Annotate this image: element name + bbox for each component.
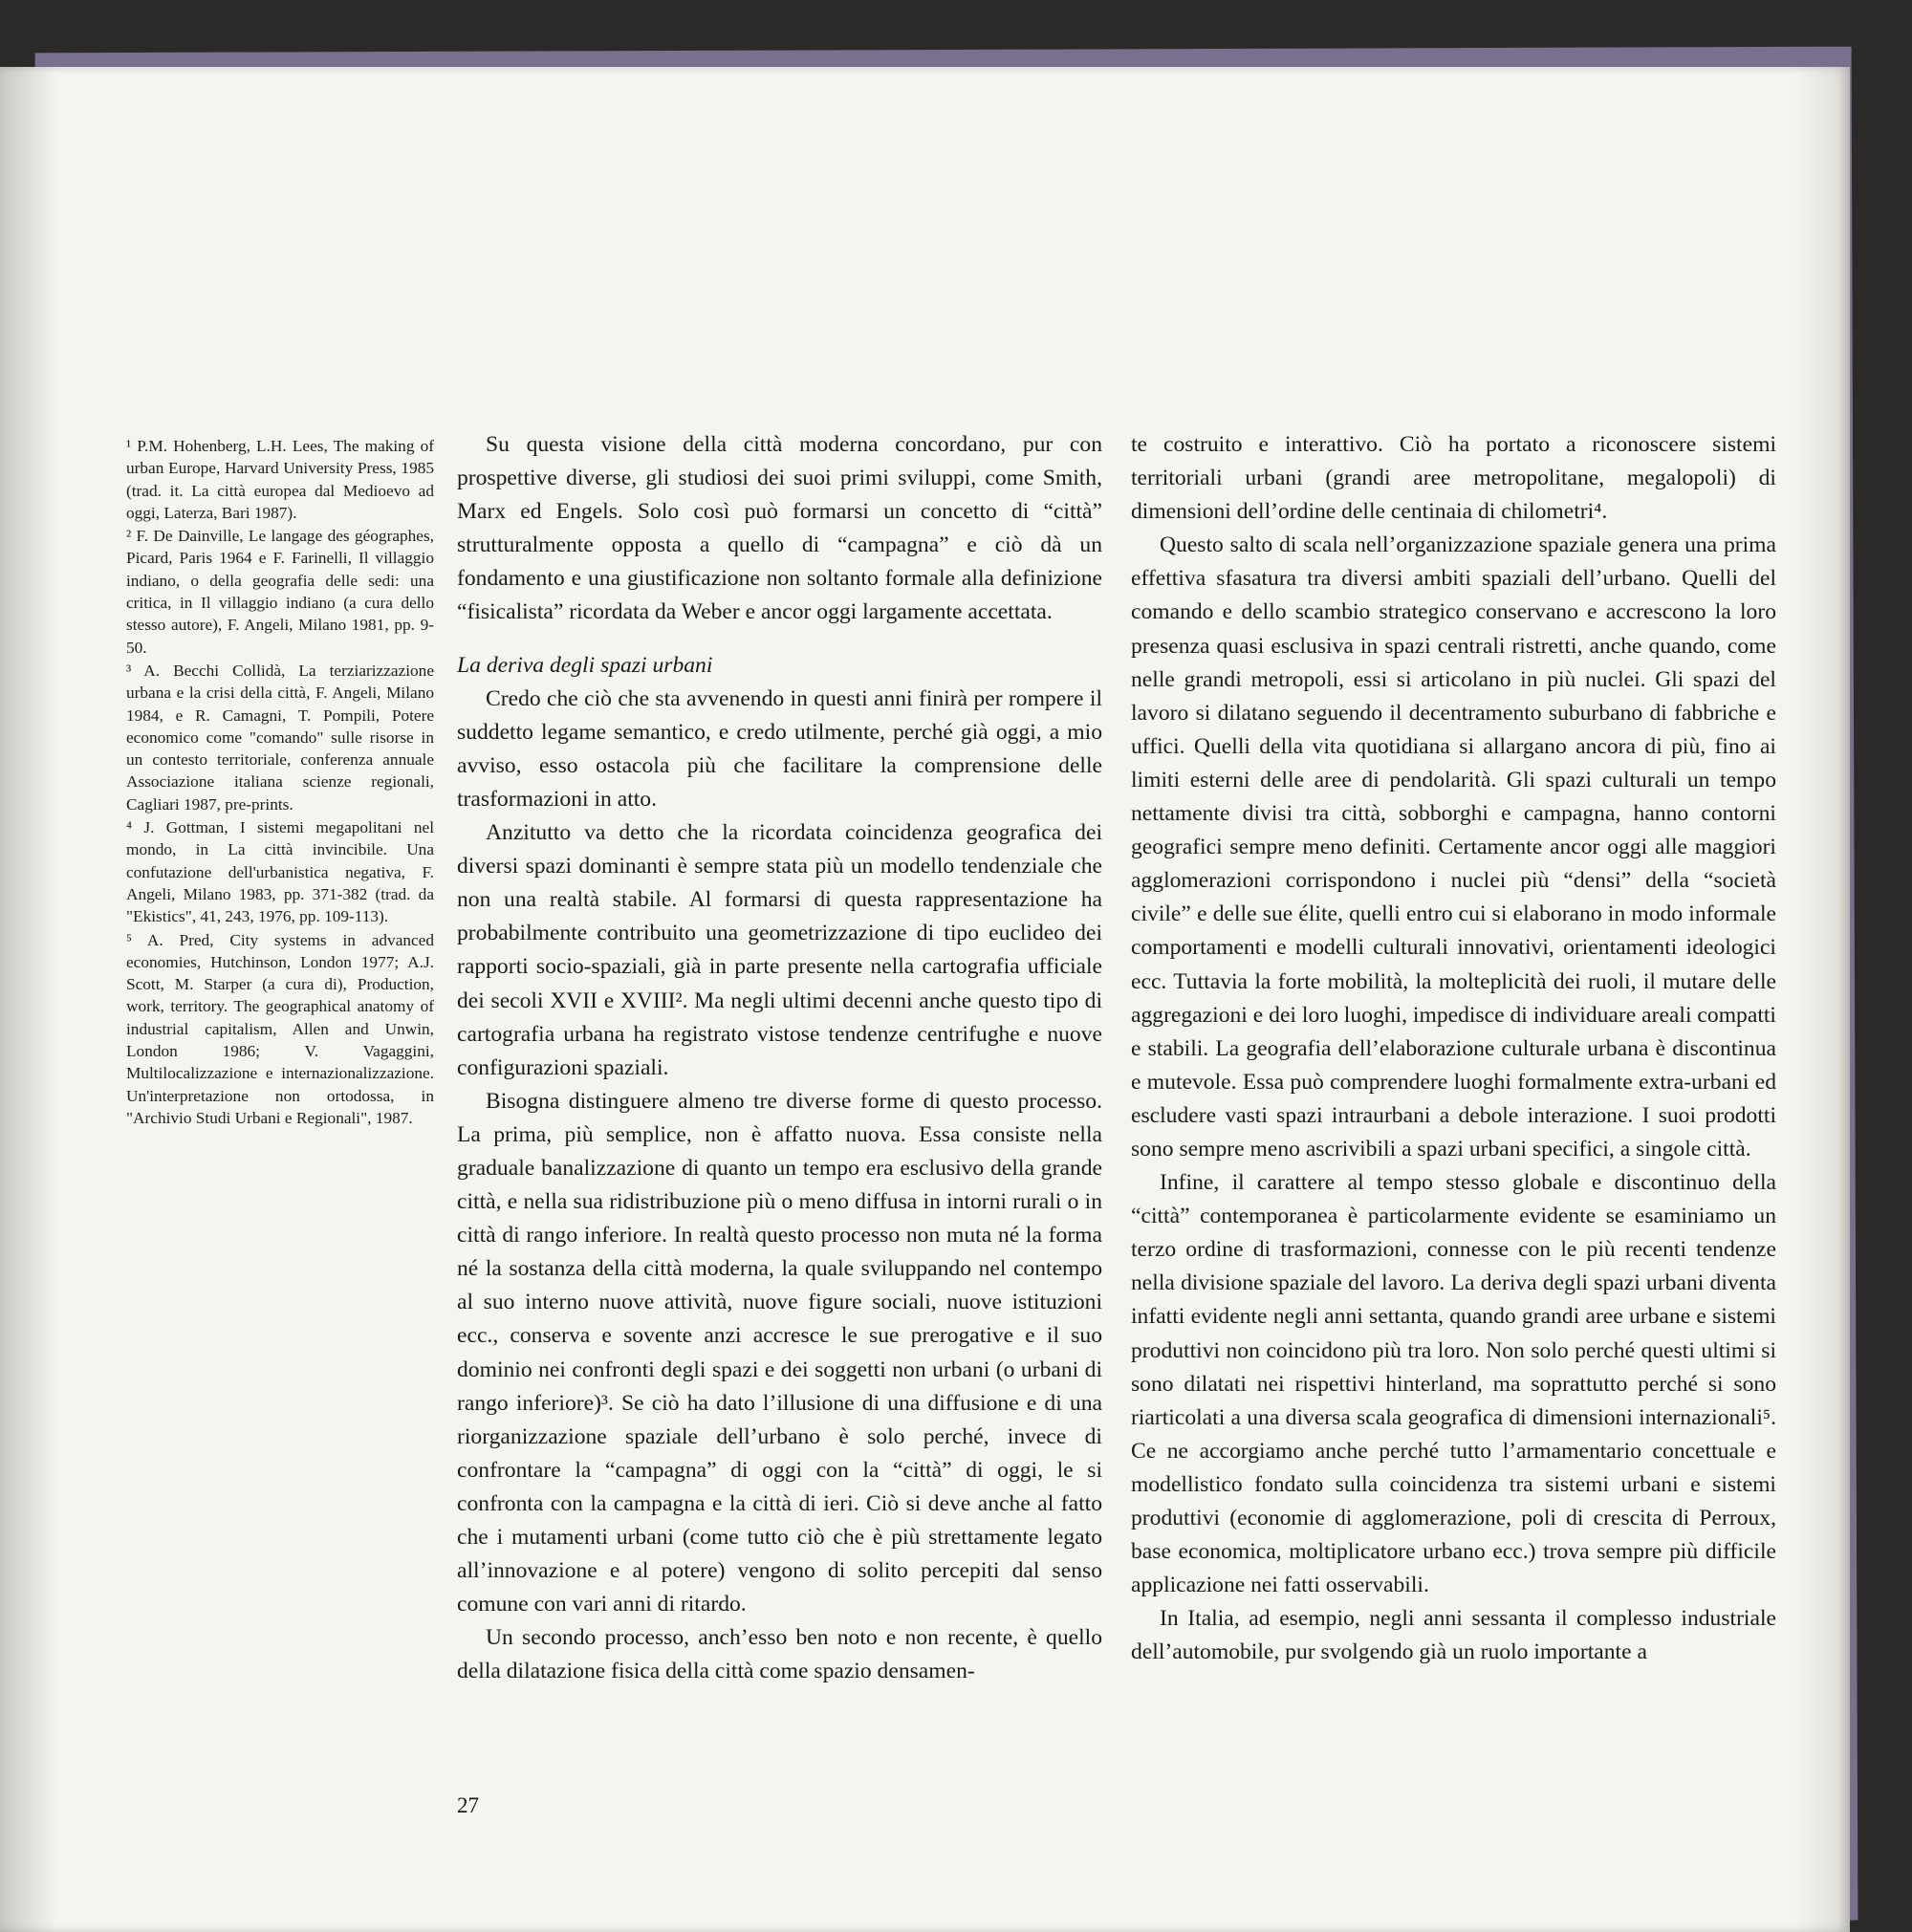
paragraph: Questo salto di scala nell’organizzazione spaziale genera una prima effettiva sfasatura tra diversi ambiti spaziali dell’urbano. Quelli del comando e dello scambio strategico conservano e accrescono la loro presenza quasi esclusiva in spazi centrali ristretti, anche quando, come nelle grandi metropoli, essi si articolano in più nuclei. Gli spazi del lavoro si dilatano seguendo il decentramento suburbano di fabbriche e uffici. Quelli della vita quotidiana si allargano ancora di più, fino ai limiti esterni delle aree di pendolarità. Gli spazi culturali un tempo nettamente divisi tra città, sobborghi e campagna, hanno contorni geografici sempre meno definiti. Certamente ancor oggi alle maggiori agglomerazioni corrispondono i nuclei più “densi” della “società civile” e delle sue élite, quelli entro cui si elaborano in modo informale comportamenti e modelli culturali innovativi, orientamenti ideologici ecc. Tuttavia la forte mobilità, la molteplicità dei ruoli, il mutare delle aggregazioni e dei loro luoghi, impedisce di individuare areali compatti e stabili. La geografia dell’elaborazione culturale urbana è discontinua e mutevole. Essa può comprendere luoghi formalmente extra-urbani ed escludere vasti spazi intraurbani a debole interazione. I suoi prodotti sono sempre meno ascrivibili a spazi urbani specifici, a singole città. <box>1131 532 1776 1161</box>
footnote-5: ⁵ A. Pred, City systems in advanced economies, Hutchinson, London 1977; A.J. Scott, M. Starper (a cura di), Production, work, territory. The geographical anatomy of industrial capitalism, Allen and Unwin, London 1986; V. Vagaggini, Multilocalizzazione e internazionalizzazione. Un'interpretazione non ortodossa, in "Archivio Studi Urbani e Regionali", 1987. <box>126 930 434 1127</box>
paragraph: Su questa visione della città moderna concordano, pur con prospettive diverse, gli studiosi dei suoi primi sviluppi, come Smith, Marx ed Engels. Solo così può formarsi un concetto di “città” strutturalmente opposta a quello di “campagna” e ciò dà un fondamento e una giustificazione non soltanto formale alla definizione “fisicalista” ricordata da Weber e ancor oggi largamente accettata. <box>457 432 1102 625</box>
footnote-1: ¹ P.M. Hohenberg, L.H. Lees, The making of urban Europe, Harvard University Press, 1985 (trad. it. La città europea dal Medioevo ad oggi, Laterza, Bari 1987). <box>126 437 434 522</box>
paragraph: Bisogna distinguere almeno tre diverse forme di questo processo. La prima, più semplice, non è affatto nuova. Essa consiste nella graduale banalizzazione di quanto un tempo era esclusivo della grande città, e nella sua ridistribuzione più o meno diffusa in intorni rurali o in città di rango inferiore. In realtà questo processo non muta né la forma né la sostanza della città moderna, la quale sviluppando nel contempo al suo interno nuove attività, nuove figure sociali, nuove istituzioni ecc., conserva e sovente anzi accresce le sue prerogative e il suo dominio nei confronti degli spazi e dei soggetti non urbani (o urbani di rango inferiore)³. Se ciò ha dato l’illusione di una diffusione e di una riorganizzazione spaziale dell’urbano è solo perché, invece di confrontare la “campagna” di oggi con la “città” di oggi, le si confronta con la campagna e la città di ieri. Ciò si deve anche al fatto che i mutamenti urbani (come tutto ciò che è più strettamente legato all’innovazione e al potere) vengono di solito percepiti dal senso comune con vari anni di ritardo. <box>457 1088 1102 1617</box>
footnotes-column <box>126 435 434 1130</box>
paragraph: Un secondo processo, anch’esso ben noto e non recente, è quello della dilatazione fisica della città come spazio densamen- <box>457 1625 1102 1684</box>
paragraph: Credo che ciò che sta avvenendo in questi anni finirà per rompere il suddetto legame semantico, e credo utilmente, perché già oggi, a mio avviso, esso ostacola più che facilitare la comprensione delle trasformazioni in atto. <box>457 685 1102 812</box>
text-column-middle <box>457 428 1102 1688</box>
footnote-4: ⁴ J. Gottman, I sistemi megapolitani nel mondo, in La città invincibile. Una confutazione dell'urbanistica negativa, F. Angeli, Milano 1983, pp. 371-382 (trad. da "Ekistics", 41, 243, 1976, pp. 109-113). <box>126 818 434 926</box>
footnote-3: ³ A. Becchi Collidà, La terziarizzazione urbana e la crisi della città, F. Angeli, Milano 1984, e R. Camagni, T. Pompili, Potere economico come "comando" sulle risorse in un contesto territoriale, conferenza annuale Associazione italiana scienze regionali, Cagliari 1987, pre-prints. <box>126 661 434 814</box>
section-heading: La deriva degli spazi urbani <box>457 652 713 678</box>
page-edge-shadow <box>1792 67 1850 1932</box>
footnote-2: ² F. De Dainville, Le langage des géographes, Picard, Paris 1964 e F. Farinelli, Il villaggio indiano, o della geografia delle sedi: una critica, in Il villaggio indiano (a cura dello stesso autore), F. Angeli, Milano 1981, pp. 9-50. <box>126 527 434 657</box>
paragraph: In Italia, ad esempio, negli anni sessanta il complesso industriale dell’automobile, pur svolgendo già un ruolo importante a <box>1131 1606 1776 1665</box>
page-number: 27 <box>457 1793 479 1817</box>
text-column-right <box>1131 428 1776 1669</box>
paragraph: Anzitutto va detto che la ricordata coincidenza geografica dei diversi spazi dominanti è sempre stata più un modello tendenziale che non una realtà stabile. Al formarsi di questa rappresentazione ha probabilmente contribuito una geometrizzazione di tipo euclideo dei rapporti socio-spaziali, già in parte presente nella cartografia ufficiale dei secoli XVII e XVIII². Ma negli ultimi decenni anche questo tipo di cartografia urbana ha registrato vistose tendenze centrifughe e nuove configurazioni spaziali. <box>457 820 1102 1080</box>
paragraph: te costruito e interattivo. Ciò ha portato a riconoscere sistemi territoriali urbani (grandi aree metropolitane, megalopoli) di dimensioni dell’ordine delle centinaia di chilometri⁴. <box>1131 432 1776 525</box>
paragraph: Infine, il carattere al tempo stesso globale e discontinuo della “città” contemporanea è particolarmente evidente se esaminiamo un terzo ordine di trasformazioni, connesse con le più recenti tendenze nella divisione spaziale del lavoro. La deriva degli spazi urbani diventa infatti evidente negli anni settanta, quando grandi aree urbane e sistemi produttivi non coincidono più tra loro. Non solo perché questi ultimi si sono dilatati nei rispettivi hinterland, ma soprattutto perché si sono riarticolati a una diversa scala geografica di dimensioni internazionali⁵. Ce ne accorgiamo anche perché tutto l’armamentario concettuale e modellistico fondato sulla coincidenza tra sistemi urbani e sistemi produttivi (economie di agglomerazione, poli di crescita di Perroux, base economica, moltiplicatore urbano ecc.) trova sempre più difficile applicazione nei fatti osservabili. <box>1131 1170 1776 1598</box>
gutter-shadow <box>0 67 57 1932</box>
